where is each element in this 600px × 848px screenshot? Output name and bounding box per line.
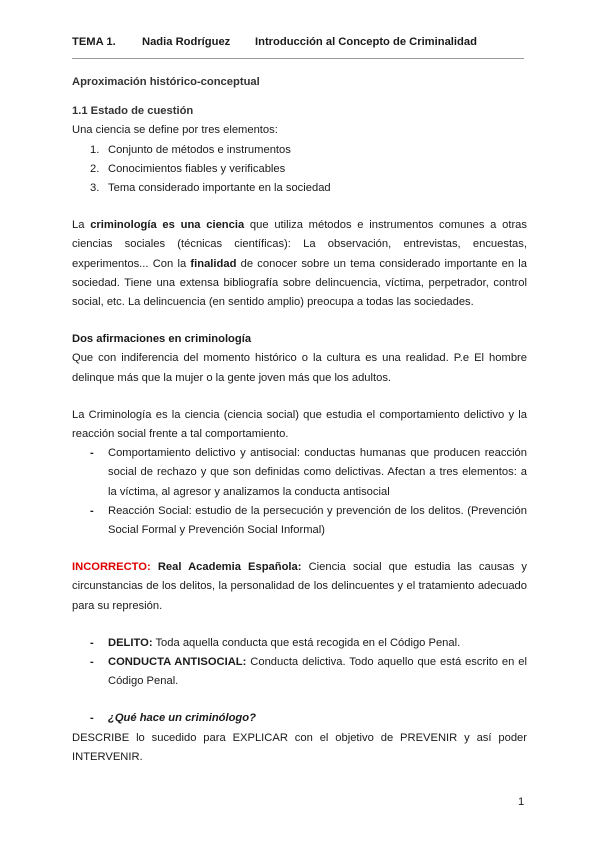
elements-list (72, 141, 527, 199)
header-tema: TEMA 1. (72, 36, 116, 48)
list-item: 3. Tema considerado importante en la sociedad (90, 182, 331, 195)
paragraph-final: DESCRIBE lo sucedido para EXPLICAR con el objetivo de PREVENIR y así poder INTERVENIR. (72, 731, 527, 763)
list-item: - Reacción Social: estudio de la persecución y prevención de los delitos. (Prevención Social Formal y Prevención Social Informal) (90, 504, 527, 537)
header-course: Introducción al Concepto de Criminalidad (255, 36, 477, 48)
list-item: 2. Conocimientos fiables y verificables (90, 162, 286, 175)
paragraph-definicion: La Criminología es la ciencia (ciencia social) que estudia el comportamiento delictivo y la reacción social frente a tal comportamiento. (72, 408, 527, 441)
list-item: - ¿Qué hace un criminólogo? (90, 712, 256, 725)
paragraph-incorrecto: INCORRECTO: Real Academia Española: Ciencia social que estudia las causas y circunstancias de los delitos, la personalidad de los delincuentes y el tratamiento adecuado para su represión. (72, 561, 527, 612)
list-item: - DELITO: Toda aquella conducta que está recogida en el Código Penal. (90, 636, 461, 649)
question-list (72, 709, 527, 728)
section-heading-estado: 1.1 Estado de cuestión (72, 105, 194, 118)
page-number: 1 (518, 796, 525, 808)
list-item: - Comportamiento delictivo y antisocial: conductas humanas que producen reacción social de rechazo y que son definidas como delictivas. Afectan a tres elementos: a la víctima, al agresor y analizamos la conducta antisocial (90, 447, 527, 498)
list-item: - CONDUCTA ANTISOCIAL: Conducta delictiva. Todo aquello que está escrito en el Código Penal. (90, 656, 527, 688)
paragraph-criminologia: La criminología es una ciencia que utiliza métodos e instrumentos comunes a otras ciencias sociales (técnicas científicas): La observación, entrevistas, encuestas, experimentos... Con la finalidad de conocer sobre un tema considerado importante en la sociedad. Tiene una extensa bibliografía sobre delincuencia, víctima, perpetrador, control social, etc. La delincuencia (en sentido amplio) preocupa a todas las sociedades. (72, 219, 527, 309)
definition-list (72, 444, 527, 540)
paragraph-afirmaciones: Que con indiferencia del momento histórico o la cultura es una realidad. P.e El hombre delinque más que la mujer o la gente joven más que los adultos. (72, 352, 527, 384)
header-divider (72, 58, 524, 59)
section-intro: Una ciencia se define por tres elementos: (72, 124, 278, 137)
document-title: Aproximación histórico-conceptual (72, 76, 260, 88)
terms-list (72, 634, 527, 692)
header-author: Nadia Rodríguez (142, 36, 231, 48)
list-item: 1. Conjunto de métodos e instrumentos (90, 143, 291, 156)
document-body (72, 73, 527, 767)
section-heading-afirmaciones: Dos afirmaciones en criminología (72, 333, 252, 346)
